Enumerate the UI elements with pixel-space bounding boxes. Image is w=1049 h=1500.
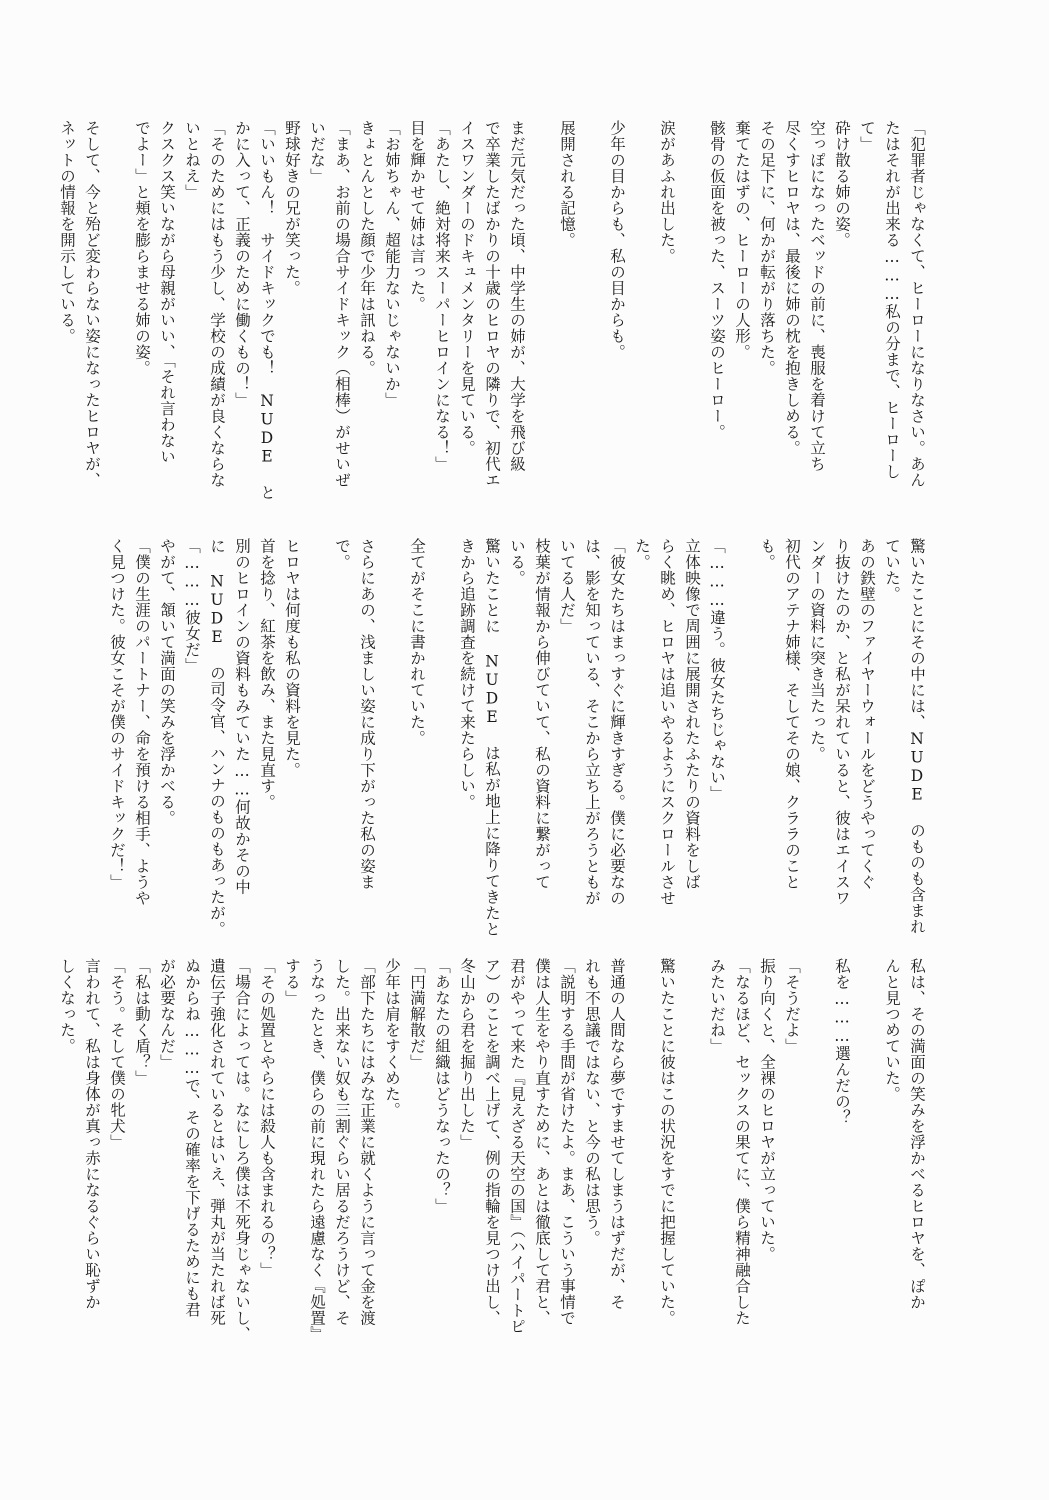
- text-line: する」: [283, 958, 301, 1006]
- blank-line: [629, 120, 654, 520]
- text-line: 少年は肩をすくめた。: [383, 958, 401, 1118]
- text-line: そして、今と殆ど変わらない姿になったヒロヤが、: [83, 120, 101, 488]
- blank-line: [429, 538, 454, 938]
- text-line: 「あたし、絶対将来スーパーヒロインになる！」: [433, 120, 451, 472]
- text-line: 驚いたことに NUDE は私が地上に降りてきたと: [483, 538, 501, 937]
- text-line: クスクス笑いながら母親がいい、「それ言わない: [158, 120, 176, 465]
- text-line: 驚いたことにその中には、NUDE のものも含まれ: [908, 538, 926, 935]
- text-line: やがて、頷いて満面の笑みを浮かべる。: [158, 538, 176, 826]
- text-line: 「私は動く盾？」: [133, 958, 151, 1086]
- text-line: 君がやって来た『見えざる天空の国』（ハイパートピ: [508, 958, 526, 1335]
- text-line: 私は、その満面の笑みを浮かべるヒロヤを、ぽか: [908, 958, 926, 1310]
- text-line: 目を輝かせて姉は言った。: [408, 120, 426, 312]
- text-line: さらにあの、浅ましい姿に成り下がった私の姿ま: [358, 538, 376, 890]
- text-line: 「そのためにはもう少し、学校の成績が良くならな: [208, 120, 226, 488]
- blank-line: [629, 958, 654, 1378]
- text-line: かに入って、正義のために働くもの！」: [233, 120, 251, 408]
- text-line: ヒロヤは何度も私の資料を見た。: [283, 538, 301, 778]
- text-line: 別のヒロインの資料もみていた……何故かその中: [233, 538, 251, 895]
- blank-line: [679, 120, 704, 520]
- text-line: いとねえ」: [183, 120, 201, 200]
- text-block-top: [54, 120, 929, 520]
- text-line: 私を………選んだの？: [833, 958, 851, 1126]
- text-line: ンダーの資料に突き当たった。: [808, 538, 826, 762]
- text-line: あの鉄壁のファイヤーウォールをどうやってくぐ: [858, 538, 876, 890]
- text-line: 「あなたの組織はどうなったの？」: [433, 958, 451, 1214]
- text-line: 「お姉ちゃん、超能力ないじゃないか」: [383, 120, 401, 408]
- text-line: 「その処置とやらには殺人も含まれるの？」: [258, 958, 276, 1278]
- blank-line: [729, 538, 754, 938]
- text-line: きょとんとした顔で少年は訊ねる。: [358, 120, 376, 376]
- text-line: 初代のアテナ姉様、そしてその娘、クララのこと: [783, 538, 801, 890]
- text-line: 「彼女たちはまっすぐに輝きすぎる。僕に必要なの: [608, 538, 626, 906]
- text-line: 展開される記憶。: [558, 120, 576, 248]
- text-line: しくなった。: [58, 958, 76, 1054]
- blank-line: [679, 958, 704, 1378]
- blank-line: [379, 538, 404, 938]
- text-line: も。: [758, 538, 776, 570]
- text-line: いてる人だ」: [558, 538, 576, 634]
- text-line: いる。: [508, 538, 526, 586]
- text-line: れも不思議ではない、と今の私は思う。: [583, 958, 601, 1246]
- text-line: 全てがそこに書かれていた。: [408, 538, 426, 746]
- text-block-bottom: [54, 958, 929, 1378]
- text-line: 「そう。そして僕の牝犬」: [108, 958, 126, 1150]
- text-line: した。出来ない奴も三割ぐらい居るだろうけど、そ: [333, 958, 351, 1326]
- text-line: 「犯罪者じゃなくて、ヒーローになりなさい。あん: [908, 120, 926, 488]
- text-line: 尽くすヒロヤは、最後に姉の枕を抱きしめる。: [783, 120, 801, 456]
- text-line: ていた。: [883, 538, 901, 602]
- text-line: 驚いたことに彼はこの状況をすでに把握していた。: [658, 958, 676, 1326]
- text-line: 少年の目からも、私の目からも。: [608, 120, 626, 360]
- text-line: ぬからね………で、その確率を下げるためにも君: [183, 958, 201, 1318]
- text-block-middle: [104, 538, 929, 938]
- text-line: ネットの情報を開示している。: [58, 120, 76, 344]
- text-line: きから追跡調査を続けて来たらしい。: [458, 538, 476, 810]
- text-line: イスワンダーのドキュメンタリーを見ている。: [458, 120, 476, 456]
- text-line: が必要なんだ」: [158, 958, 176, 1070]
- text-line: 「いいもん！ サイドキックでも！ NUDE と: [258, 120, 276, 501]
- text-line: 「僕の生涯のパートナー、命を預ける相手、ようや: [133, 538, 151, 906]
- text-line: で。: [333, 538, 351, 570]
- text-line: 野球好きの兄が笑った。: [283, 120, 301, 296]
- blank-line: [579, 120, 604, 520]
- text-line: 「………彼女だ」: [183, 538, 201, 674]
- text-line: 「場合によっては。なにしろ僕は不死身じゃないし、: [233, 958, 251, 1342]
- text-line: で卒業したばかりの十歳のヒロヤの隣りで、初代エ: [483, 120, 501, 488]
- text-line: でよー」と頬を膨らませる姉の姿。: [133, 120, 151, 376]
- text-line: 普通の人間なら夢ですませてしまうはずだが、そ: [608, 958, 626, 1310]
- text-line: 立体映像で周囲に展開されたふたりの資料をしば: [683, 538, 701, 890]
- text-line: 言われて、私は身体が真っ赤になるぐらい恥ずか: [83, 958, 101, 1310]
- blank-line: [529, 120, 554, 520]
- text-line: 「まあ、お前の場合サイドキック（相棒）がせいぜ: [333, 120, 351, 488]
- blank-line: [804, 958, 829, 1378]
- text-line: 「説明する手間が省けたよ。まあ、こういう事情で: [558, 958, 576, 1326]
- text-line: 砕け散る姉の姿。: [833, 120, 851, 248]
- text-line: 棄てたはずの、ヒーローの人形。: [733, 120, 751, 360]
- text-line: に NUDE の司令官、ハンナのものもあったが。: [208, 538, 226, 937]
- text-line: 涙があふれ出した。: [658, 120, 676, 264]
- text-line: く見つけた。彼女こそが僕のサイドキックだ！」: [108, 538, 126, 890]
- text-line: その足下に、何かが転がり落ちた。: [758, 120, 776, 376]
- text-line: 振り向くと、全裸のヒロヤが立っていた。: [758, 958, 776, 1262]
- text-line: 「円満解散だ」: [408, 958, 426, 1070]
- text-line: うなったとき、僕らの前に現れたら遠慮なく『処置』: [308, 958, 326, 1342]
- text-line: 「………違う。彼女たちじゃない」: [708, 538, 726, 802]
- text-line: 枝葉が情報から伸びていて、私の資料に繋がって: [533, 538, 551, 890]
- text-line: た。: [633, 538, 651, 570]
- text-line: 「部下たちにはみな正業に就くように言って金を渡: [358, 958, 376, 1326]
- text-line: て」: [858, 120, 876, 152]
- blank-line: [854, 958, 879, 1378]
- text-line: 僕は人生をやり直すために、あとは徹底して君と、: [533, 958, 551, 1326]
- text-line: まだ元気だった頃、中学生の姉が、大学を飛び級: [508, 120, 526, 472]
- text-line: り抜けたのか、と私が呆れていると、彼はエイスワ: [833, 538, 851, 906]
- text-line: んと見つめていた。: [883, 958, 901, 1102]
- text-line: 冬山から君を掘り出した」: [458, 958, 476, 1150]
- text-line: 首を捻り、紅茶を飲み、また見直す。: [258, 538, 276, 810]
- text-line: ア）のことを調べ上げて、例の指輪を見つけ出し、: [483, 958, 501, 1326]
- text-line: たはそれが出来る………私の分まで、ヒーローし: [883, 120, 901, 480]
- text-line: らく眺め、ヒロヤは追いやるようにスクロールさせ: [658, 538, 676, 906]
- blank-line: [304, 538, 329, 938]
- text-line: 「なるほど、セックスの果てに、僕ら精神融合した: [733, 958, 751, 1326]
- text-line: 遺伝子強化されているとはいえ、弾丸が当たれば死: [208, 958, 226, 1326]
- text-line: 空っぽになったベッドの前に、喪服を着けて立ち: [808, 120, 826, 472]
- text-line: 骸骨の仮面を被った、スーツ姿のヒーロー。: [708, 120, 726, 440]
- text-line: みたいだね」: [708, 958, 726, 1054]
- blank-line: [104, 120, 129, 520]
- text-line: 「そうだよ」: [783, 958, 801, 1054]
- text-line: いだな」: [308, 120, 326, 184]
- text-line: は、影を知っている、そこから立ち上がろうともが: [583, 538, 601, 906]
